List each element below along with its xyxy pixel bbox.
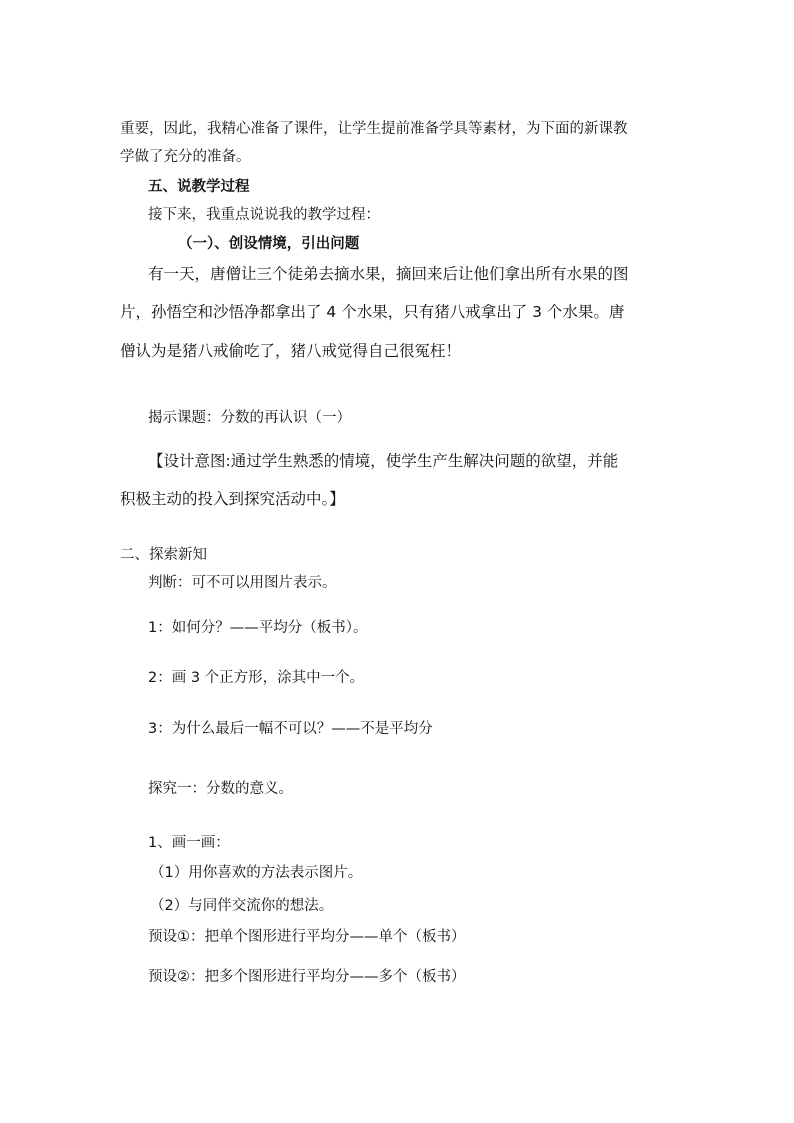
section-2-heading: 二、探索新知 <box>120 547 207 563</box>
design-intent-line-2: 积极主动的投入到探究活动中。】 <box>120 490 345 508</box>
question-1: 1：如何分？——平均分（板书）。 <box>148 620 368 636</box>
process-intro: 接下来，我重点说说我的教学过程： <box>148 207 380 223</box>
section-5-heading: 五、说教学过程 <box>148 179 250 195</box>
question-2: 2：画 3 个正方形，涂其中一个。 <box>148 670 365 686</box>
preset-2: 预设②：把多个图形进行平均分——多个（板书） <box>148 969 466 985</box>
intro-line-2: 学做了充分的准备。 <box>120 149 251 165</box>
story-line-1: 有一天，唐僧让三个徒弟去摘水果，摘回来后让他们拿出所有水果的图 <box>148 265 629 283</box>
draw-item-1: （1）用你喜欢的方法表示图片。 <box>150 865 363 881</box>
draw-item-2: （2）与同伴交流你的想法。 <box>150 898 334 914</box>
story-line-2: 片，孙悟空和沙悟净都拿出了 4 个水果，只有猪八戒拿出了 3 个水果。唐 <box>120 303 625 321</box>
preset-1: 预设①：把单个图形进行平均分——单个（板书） <box>148 929 466 945</box>
intro-line-1: 重要，因此，我精心准备了课件，让学生提前准备学具等素材，为下面的新课教 <box>120 121 628 137</box>
design-intent-line-1: 【设计意图:通过学生熟悉的情境，使学生产生解决问题的欲望，并能 <box>148 452 619 470</box>
question-3: 3：为什么最后一幅不可以？——不是平均分 <box>148 721 433 737</box>
reveal-topic: 揭示课题：分数的再认识（一） <box>148 410 351 426</box>
draw-heading: 1、画一画： <box>148 835 230 851</box>
story-line-3: 僧认为是猪八戒偷吃了，猪八戒觉得自己很冤枉！ <box>120 342 462 360</box>
subheading-1: （一）、创设情境，引出问题 <box>178 236 360 252</box>
judge-line: 判断：可不可以用图片表示。 <box>148 575 337 591</box>
explore-1: 探究一：分数的意义。 <box>148 781 293 797</box>
